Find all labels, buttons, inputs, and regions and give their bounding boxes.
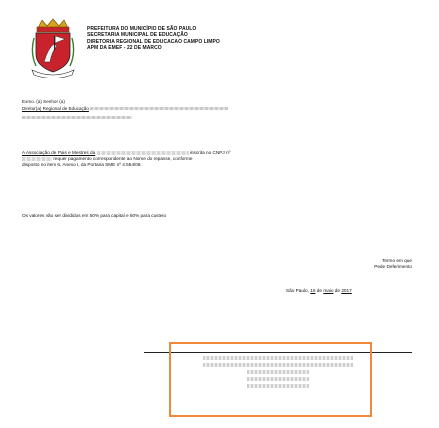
closing-line-1: Termo em que <box>382 258 412 263</box>
date-de-2: de <box>334 288 341 293</box>
redacted-signature-block <box>198 356 358 391</box>
date-city: São Paulo, <box>286 288 309 293</box>
letterhead <box>87 26 220 52</box>
addressee-block <box>22 98 228 121</box>
redacted-cnpj <box>22 157 52 161</box>
letterhead-line-2: SECRETARIA MUNICIPAL DE EDUCAÇÃO <box>87 32 188 39</box>
paragraph-start: A Associação de Pais e Mestres da <box>22 150 96 155</box>
paragraph-line-3: disposto no item 6, Anexo I, da Portaria SME nº 4.554/08. <box>22 162 142 168</box>
redacted-school-name <box>97 151 189 155</box>
redacted-recipient-name <box>90 107 228 110</box>
paragraph-cnpj: inscrita no CNPJ nº <box>189 150 231 155</box>
date-day: 16 <box>310 288 316 293</box>
coat-of-arms-logo <box>30 18 76 78</box>
redacted-address-line <box>22 114 228 121</box>
letterhead-line-3: DIRETORIA REGIONAL DE EDUCACAO CAMPO LIMPO <box>87 38 220 45</box>
date-line <box>286 288 352 293</box>
date-de-1: de <box>316 288 322 293</box>
recipient-title: Diretor(a) Regional de Educação <box>22 106 89 111</box>
letterhead-line-4: APM DA EMEF - 22 DE MARCO <box>87 45 162 52</box>
date-month: maio <box>323 288 334 293</box>
recipient-line <box>22 105 228 112</box>
request-paragraph <box>22 150 362 169</box>
paragraph-line-2: requer pagamento correspondente ao Nome do repasse, conforme <box>53 156 193 162</box>
letterhead-line-1: PREFEITURA DO MUNICÍPIO DE SÃO PAULO <box>87 26 197 32</box>
date-year: 2017 <box>341 288 352 293</box>
closing-line-2: Pede Deferimento <box>374 264 412 270</box>
division-note: Os valores vão ser divididos em 50% para capital e 50% para custeio <box>22 213 167 218</box>
closing-block <box>340 258 412 271</box>
greeting: Exmo. (a) Senhor (a) <box>22 99 65 104</box>
